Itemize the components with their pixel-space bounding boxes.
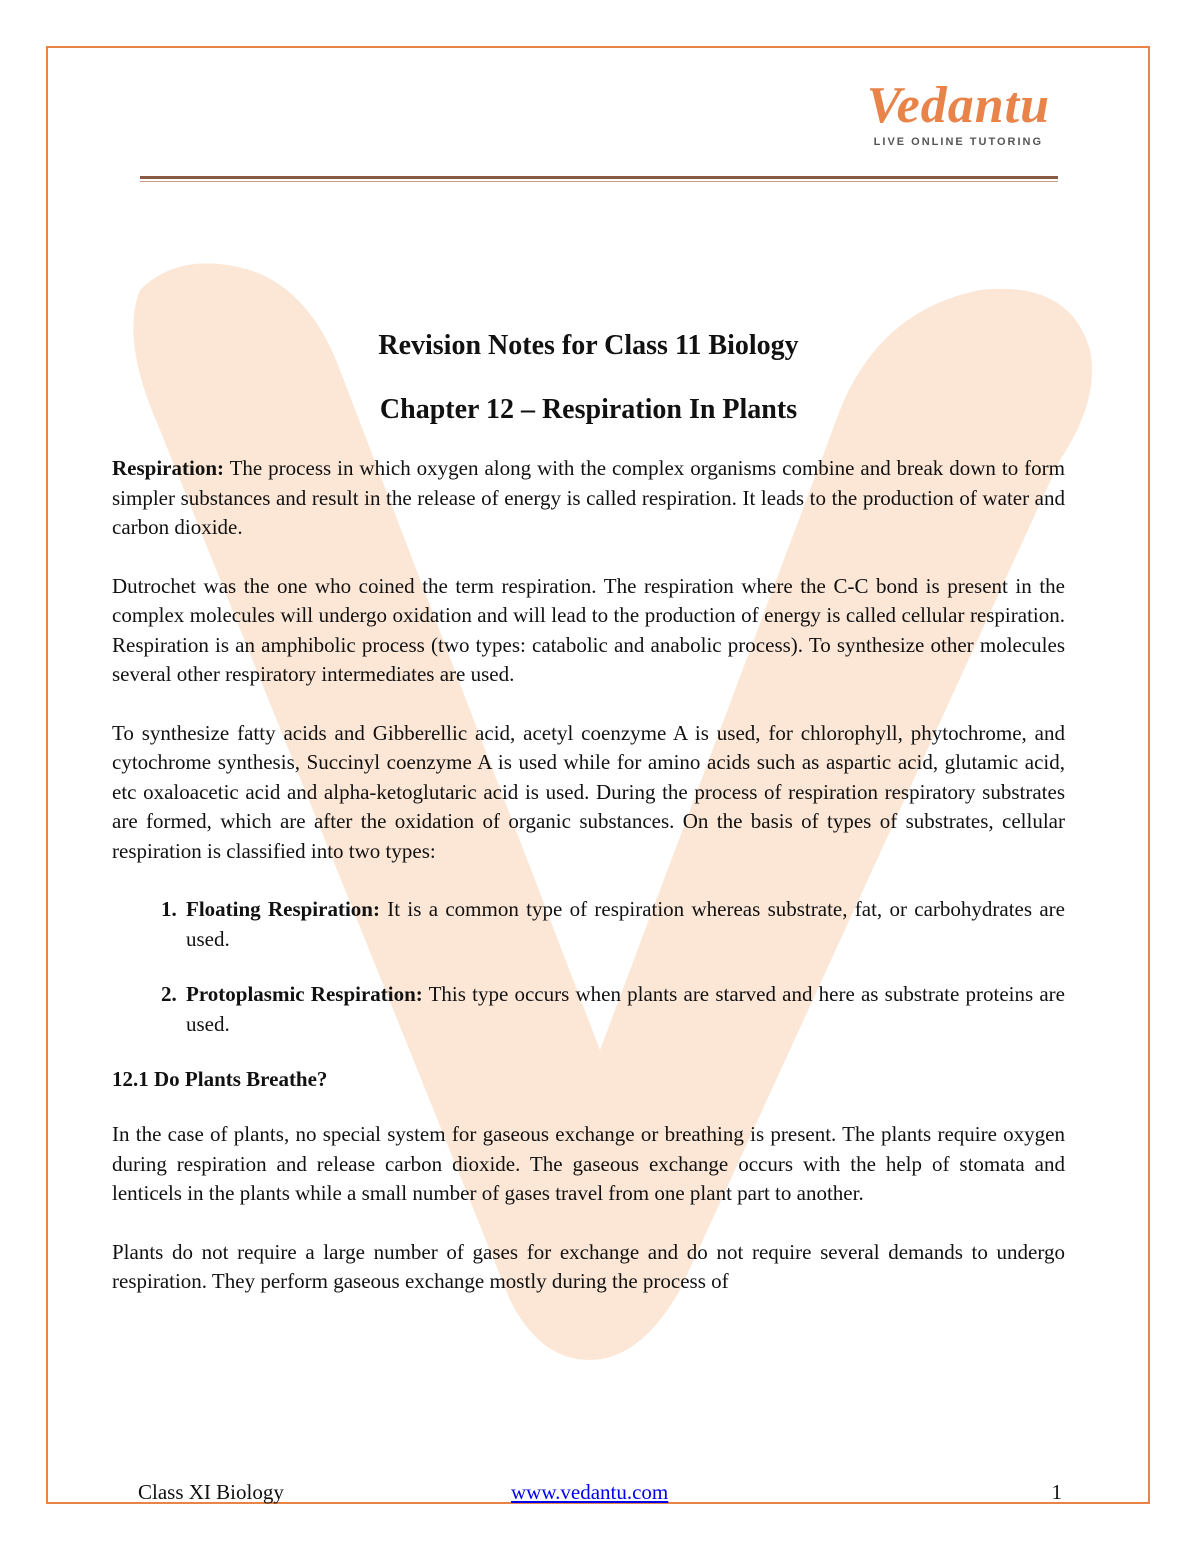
vedantu-logo xyxy=(867,78,1050,148)
header-divider xyxy=(140,176,1058,179)
chapter-title: Chapter 12 – Respiration In Plants xyxy=(379,394,798,425)
document-title: Revision Notes for Class 11 Biology xyxy=(378,330,799,361)
section-heading: 12.1 Do Plants Breathe? xyxy=(112,1067,328,1091)
intro-paragraph xyxy=(112,454,1065,543)
logo-wordmark: Vedantu xyxy=(866,77,1050,134)
intro-term: Respiration: xyxy=(112,456,224,480)
page-footer xyxy=(138,1480,1062,1506)
section-paragraph: In the case of plants, no special system for gaseous exchange or breathing is present. The plants require oxygen during respiration and release carbon dioxide. The gaseous exchange occurs with the help of stomata and lenticels in the plants while a small number of gases travel from one plant part to another. xyxy=(112,1122,1065,1205)
list-item-text: This type occurs when plants are starved and here as substrate proteins are used. xyxy=(186,982,1065,1036)
page-number: 1 xyxy=(1051,1480,1062,1504)
list-item-term: Protoplasmic Respiration: xyxy=(186,982,423,1006)
list-item-text: It is a common type of respiration whereas substrate, fat, or carbohydrates are used. xyxy=(186,897,1065,951)
respiration-types-list xyxy=(112,895,1065,1039)
list-item-term: Floating Respiration: xyxy=(186,897,380,921)
intro-text: The process in which oxygen along with the complex organisms combine and break down to form simpler substances and result in the release of energy is called respiration. It leads to the production of water and carbon dioxide. xyxy=(112,456,1065,539)
document-body xyxy=(112,326,1065,1326)
footer-subject: Class XI Biology xyxy=(138,1480,284,1504)
paragraph-synthesis: To synthesize fatty acids and Gibberellic acid, acetyl coenzyme A is used, for chlorophyll, phytochrome, and cytochrome synthesis, Succinyl coenzyme A is used while for amino acids such as aspartic acid, glutamic acid, etc oxaloacetic acid and alpha-ketoglutaric acid is used. During the process of respiration respiratory substrates are formed, which are after the oxidation of organic substances. On the basis of types of substrates, cellular respiration is classified into two types: xyxy=(112,720,1065,863)
list-item xyxy=(182,980,1065,1039)
list-item xyxy=(182,895,1065,954)
section-paragraph: Plants do not require a large number of gases for exchange and do not require several demands to undergo respiration. They perform gaseous exchange mostly during the process of xyxy=(112,1239,1065,1293)
logo-tagline: LIVE ONLINE TUTORING xyxy=(873,136,1044,148)
header-divider-thin xyxy=(140,181,1058,182)
paragraph-dutrochet: Dutrochet was the one who coined the term respiration. The respiration where the C-C bond is present in the complex molecules will undergo oxidation and will lead to the production of energy is called cellular respiration. Respiration is an amphibolic process (two types: catabolic and anabolic process). To synthesize other molecules several other respiratory intermediates are used. xyxy=(112,573,1065,686)
footer-website-link[interactable]: www.vedantu.com xyxy=(511,1480,669,1504)
